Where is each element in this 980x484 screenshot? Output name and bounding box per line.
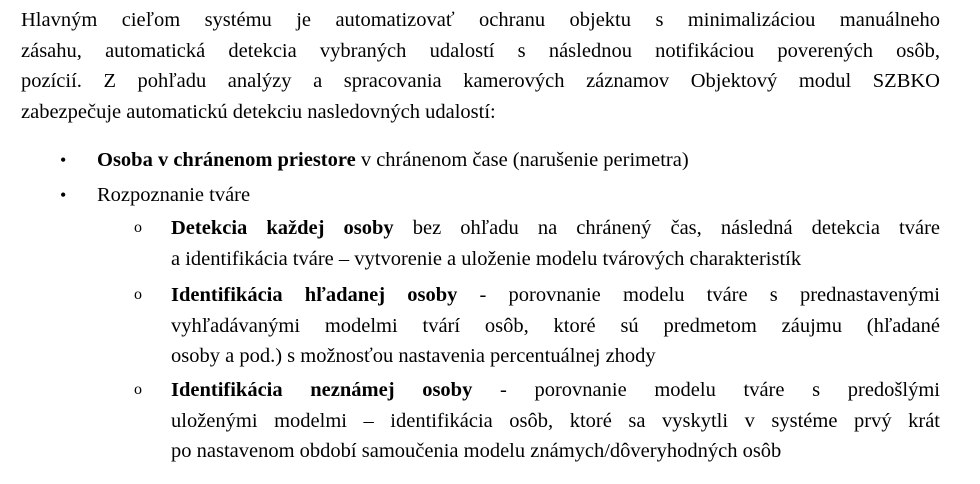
sub-text: bez ohľadu na chránený čas, následná detekcia tváre (393, 217, 941, 239)
circle-bullet-icon: o (134, 381, 142, 398)
intro-line: Hlavným cieľom systému je automatizovať ochranu objektu s minimalizáciou manuálneho (21, 9, 940, 31)
sub-bold: Detekcia každej osoby (171, 217, 394, 239)
sub-bold: Identifikácia hľadanej osoby (171, 284, 458, 306)
bullet-bold: Osoba v chránenom priestore (97, 149, 356, 171)
sub-item (134, 280, 940, 372)
sub-line: uloženými modelmi – identifikácia osôb, ktoré sa vyskytli v systéme prvý krát (171, 409, 940, 432)
sub-line: po nastavenom období samoučenia modelu známych/dôveryhodných osôb (171, 440, 782, 462)
sub-line: vyhľadávanými modelmi tvárí osôb, ktoré sú predmetom záujmu (hľadané (171, 314, 940, 337)
intro-line: zabezpečuje automatickú detekciu nasledovných udalostí: (21, 100, 496, 123)
sub-text: - porovnanie modelu tváre s predošlými (472, 379, 941, 401)
sub-item (134, 213, 941, 274)
bullet-item (60, 145, 940, 176)
bullet-icon: • (60, 150, 67, 170)
bullet-icon: • (60, 185, 67, 205)
bullet-text: Rozpoznanie tváre (97, 184, 251, 206)
sub-line: a identifikácia tváre – vytvorenie a uloženie modelu tvárových charakteristík (171, 247, 802, 270)
sub-line: osoby a pod.) s možnosťou nastavenia percentuálnej zhody (171, 345, 656, 367)
sub-bold: Identifikácia neznámej osoby (171, 379, 473, 401)
intro-line: zásahu, automatická detekcia vybraných udalostí s následnou notifikáciou poverených osôb, (21, 39, 940, 62)
sub-text: - porovnanie modelu tváre s prednastavenými (457, 284, 940, 306)
intro-paragraph (21, 5, 940, 127)
circle-bullet-icon: o (134, 219, 142, 236)
sub-item (134, 375, 941, 467)
bullet-text: v chránenom čase (narušenie perimetra) (355, 149, 689, 171)
bullet-item (60, 180, 940, 211)
circle-bullet-icon: o (134, 286, 142, 303)
intro-line: pozícií. Z pohľadu analýzy a spracovania kamerových záznamov Objektový modul SZBKO (21, 70, 940, 92)
